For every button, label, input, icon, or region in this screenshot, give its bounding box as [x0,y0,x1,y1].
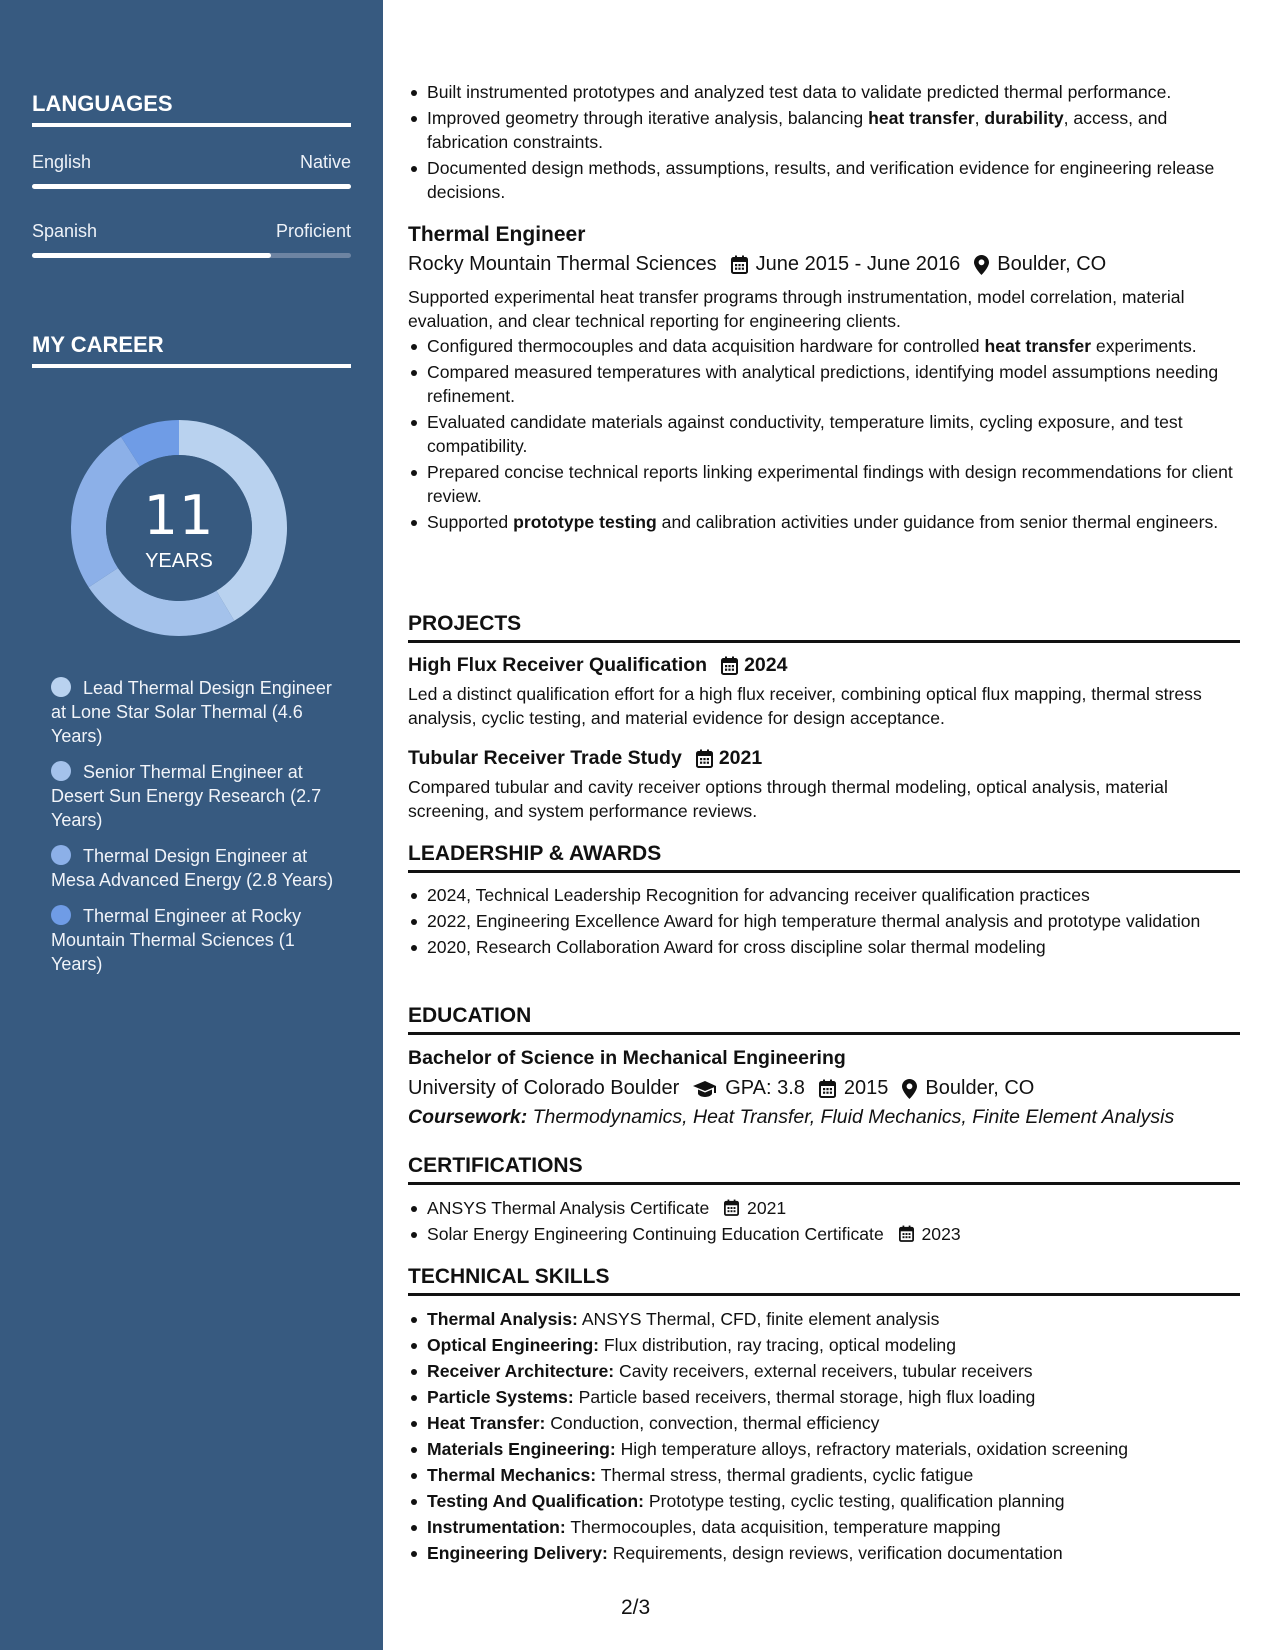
job-bullet: Documented design methods, assumptions, results, and verification evidence for engineering release decisions. [408,156,1240,204]
job-bullet: Compared measured temperatures with analytical predictions, identifying model assumptions needing refinement. [408,360,1240,408]
job-bullet: Improved geometry through iterative analysis, balancing heat transfer, durability, access, and fabrication constraints. [408,106,1240,154]
skill-value: Cavity receivers, external receivers, tubular receivers [614,1361,1033,1381]
project-year: 2024 [744,654,788,676]
legend-dot-icon [51,761,71,781]
certifications-list [408,1196,1240,1248]
page-number: 2/3 [621,1596,651,1619]
education-school: University of Colorado Boulder [408,1077,680,1099]
map-pin-icon [974,255,989,275]
job-bullet: Configured thermocouples and data acquisition hardware for controlled heat transfer experiments. [408,334,1240,358]
skill-item [408,1411,1240,1435]
career-legend-item [51,904,341,976]
project-description: Led a distinct qualification effort for a high flux receiver, combining optical flux mapping, thermal stress analysis, cyclic testing, and material evidence for design acceptance. [408,684,1202,728]
career-legend-item [51,676,341,748]
project-title: High Flux Receiver Qualification [408,654,708,676]
skill-label: Thermal Analysis: [427,1309,578,1329]
language-name: Spanish [32,221,98,241]
calendar-icon [899,1225,914,1242]
language-row-english [32,152,351,173]
job-meta [408,253,1240,276]
project-year: 2021 [718,747,763,769]
job-bullets [408,334,1240,534]
coursework-text: Thermodynamics, Heat Transfer, Fluid Mechanics, Finite Element Analysis [532,1106,1175,1128]
language-bar-english [32,184,351,189]
skill-label: Particle Systems: [427,1387,574,1407]
skill-value: Requirements, design reviews, verification documentation [607,1543,1063,1563]
skill-value: Conduction, convection, thermal efficiency [545,1413,880,1433]
skill-value: High temperature alloys, refractory materials, oxidation screening [615,1439,1129,1459]
certification-item [408,1222,1240,1246]
calendar-icon [819,1079,836,1098]
career-total-years: 11 [143,484,215,547]
skills-heading: TECHNICAL SKILLS [408,1265,1240,1296]
career-legend-text: Lead Thermal Design Engineer at Lone Star Solar Thermal (4.6 Years) [51,678,332,746]
certifications-heading: CERTIFICATIONS [408,1154,1240,1185]
calendar-icon [696,749,713,768]
skill-label: Instrumentation: [427,1517,566,1537]
calendar-icon [724,1199,739,1216]
skill-value: Flux distribution, ray tracing, optical modeling [599,1335,956,1355]
career-legend-text: Senior Thermal Engineer at Desert Sun Energy Research (2.7 Years) [51,762,322,830]
skill-item [408,1437,1240,1461]
job-bullet: Prepared concise technical reports linking experimental findings with design recommendations for client review. [408,460,1240,508]
map-pin-icon [902,1079,917,1099]
language-level: Proficient [275,221,351,241]
skill-value: Thermal stress, thermal gradients, cyclic fatigue [596,1465,974,1485]
education-coursework [408,1106,1240,1129]
job-summary: Supported experimental heat transfer programs through instrumentation, model correlation, material evaluation, and clear technical reporting for engineering clients. [408,287,1185,331]
skill-item [408,1515,1240,1539]
job-bullet: Supported prototype testing and calibration activities under guidance from senior thermal engineers. [408,510,1240,534]
skills-list [408,1307,1240,1567]
skill-label: Receiver Architecture: [427,1361,615,1381]
graduation-cap-icon [693,1080,717,1098]
language-bar-fill [32,184,351,189]
education-entry [408,1047,1240,1129]
career-heading: MY CAREER [32,332,351,368]
language-bar-fill [32,253,271,258]
languages-heading: LANGUAGES [32,91,351,127]
projects-heading: PROJECTS [408,612,1240,643]
skill-label: Optical Engineering: [427,1335,600,1355]
certification-name: Solar Energy Engineering Continuing Education Certificate [427,1224,884,1244]
skill-label: Engineering Delivery: [427,1543,608,1563]
legend-dot-icon [51,677,71,697]
calendar-icon [731,255,748,274]
skill-value: Particle based receivers, thermal storage, high flux loading [573,1387,1036,1407]
certification-item [408,1196,1240,1220]
education-degree: Bachelor of Science in Mechanical Engineering [408,1047,846,1069]
job-location: Boulder, CO [997,253,1107,275]
skill-item [408,1307,1240,1331]
job-title: Thermal Engineer [408,223,586,246]
career-legend-item [51,844,341,892]
coursework-label: Coursework: [408,1106,528,1128]
awards-heading: LEADERSHIP & AWARDS [408,842,1240,873]
language-name: English [32,152,92,172]
sidebar [0,0,383,1650]
calendar-icon [721,656,738,675]
job-company: Rocky Mountain Thermal Sciences [408,253,717,275]
skill-item [408,1359,1240,1383]
project-description: Compared tubular and cavity receiver options through thermal modeling, optical analysis, material screening, and system performance reviews. [408,777,1168,821]
award-item: 2020, Research Collaboration Award for cross discipline solar thermal modeling [408,935,1240,959]
previous-job-bullets [408,80,1240,206]
career-years-label: YEARS [145,550,213,572]
education-heading: EDUCATION [408,1004,1240,1035]
education-year: 2015 [843,1077,889,1099]
skill-label: Heat Transfer: [427,1413,546,1433]
job-bullet: Evaluated candidate materials against conductivity, temperature limits, cycling exposure, and test compatibility. [408,410,1240,458]
skill-value: Prototype testing, cyclic testing, qualification planning [643,1491,1065,1511]
legend-dot-icon [51,905,71,925]
project-title-row [408,747,1240,770]
career-legend-text: Thermal Engineer at Rocky Mountain Thermal Sciences (1 Years) [51,906,302,974]
project-title: Tubular Receiver Trade Study [408,747,682,769]
skill-label: Materials Engineering: [427,1439,616,1459]
career-legend-text: Thermal Design Engineer at Mesa Advanced Energy (2.8 Years) [51,846,334,890]
skill-item [408,1333,1240,1357]
education-location: Boulder, CO [925,1077,1035,1099]
certification-year: 2021 [747,1198,787,1218]
award-item: 2022, Engineering Excellence Award for high temperature thermal analysis and prototype validation [408,909,1240,933]
skill-value: ANSYS Thermal, CFD, finite element analysis [577,1309,940,1329]
project-entry [408,747,1240,823]
skill-value: Thermocouples, data acquisition, temperature mapping [565,1517,1001,1537]
education-meta [408,1077,1240,1100]
award-item: 2024, Technical Leadership Recognition for advancing receiver qualification practices [408,883,1240,907]
language-level: Native [299,152,351,172]
legend-dot-icon [51,845,71,865]
career-legend-item [51,760,341,832]
education-gpa: GPA: 3.8 [725,1077,805,1099]
certification-name: ANSYS Thermal Analysis Certificate [427,1198,710,1218]
skill-item [408,1541,1240,1565]
skill-item [408,1489,1240,1513]
language-row-spanish [32,221,351,242]
job-dates: June 2015 - June 2016 [755,253,961,275]
project-entry [408,654,1240,730]
skill-item [408,1463,1240,1487]
skill-label: Testing And Qualification: [427,1491,644,1511]
job-entry [408,223,1240,536]
career-legend [51,676,341,988]
certification-year: 2023 [921,1224,961,1244]
job-bullet: Built instrumented prototypes and analyzed test data to validate predicted thermal performance. [408,80,1240,104]
skill-item [408,1385,1240,1409]
project-title-row [408,654,1240,677]
skill-label: Thermal Mechanics: [427,1465,597,1485]
awards-list [408,883,1240,961]
language-bar-spanish [32,253,351,258]
